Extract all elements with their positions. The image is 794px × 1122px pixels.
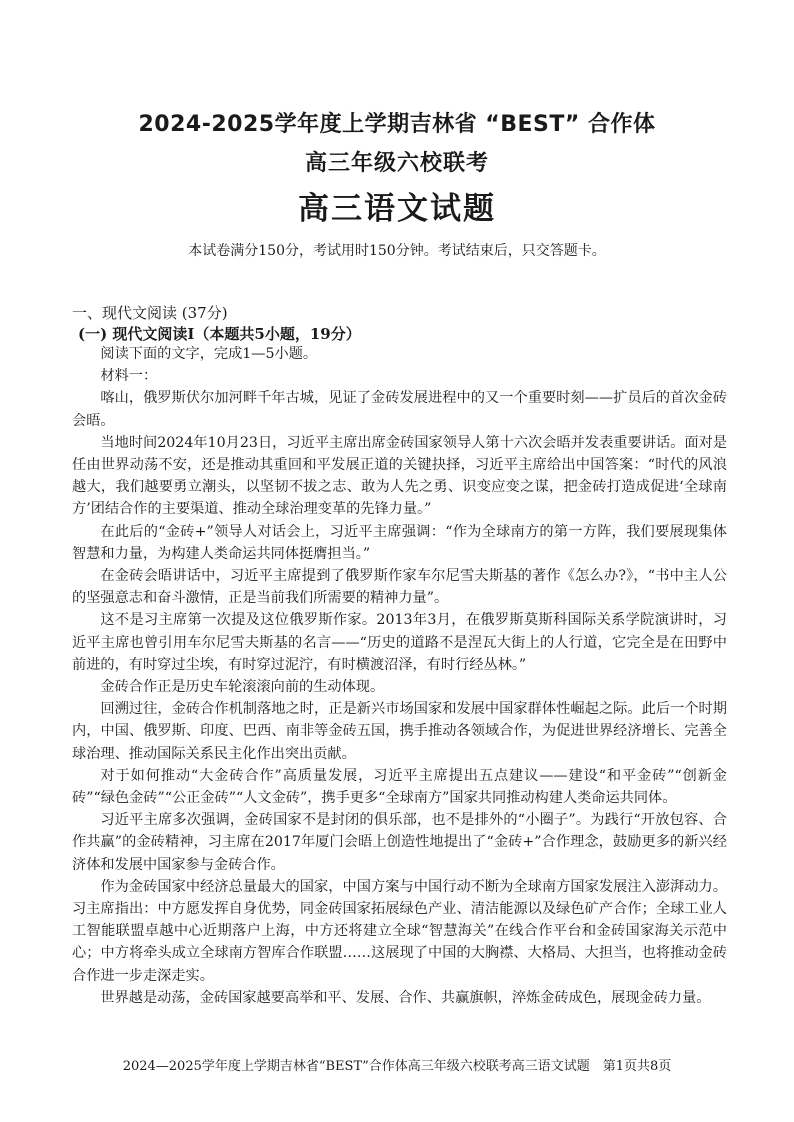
section-heading-part1-sub1: (一) 现代文阅读Ⅰ（本题共5小题，19分） bbox=[78, 325, 361, 343]
exam-title-main: 高三语文试题 bbox=[298, 191, 496, 227]
paragraph-material-label: 材料一： bbox=[100, 368, 158, 385]
reading-passage bbox=[72, 343, 727, 1009]
paragraph: 世界越是动荡，金砖国家越要高举和平、发展、合作、共赢旗帜，淬炼金砖成色，展现金砖力量。 bbox=[100, 989, 711, 1006]
paragraph: 喀山，俄罗斯伏尔加河畔千年古城，见证了金砖发展进程中的又一个重要时刻——扩员后的首次金砖会晤。 bbox=[72, 390, 727, 429]
paragraph: 金砖合作正是历史车轮滚滚向前的生动体现。 bbox=[100, 679, 385, 696]
paragraph: 这不是习主席第一次提及这位俄罗斯作家。2013年3月，在俄罗斯莫斯科国际关系学院演讲时，习近平主席也曾引用车尔尼雪夫斯基的名言——“历史的道路不是涅瓦大街上的人行道，它完全是在田野中前进的，有时穿过尘埃，有时穿过泥泞，有时横渡沼泽，有时行经丛林。” bbox=[72, 612, 727, 673]
paragraph: 对于如何推动“大金砖合作”高质量发展，习近平主席提出五点建议——建设“和平金砖”“创新金砖”“绿色金砖”“公正金砖”“人文金砖”，携手更多“全球南方”国家共同推动构建人类命运共同体。 bbox=[72, 767, 727, 807]
page-footer: 2024—2025学年度上学期吉林省“BEST”合作体高三年级六校联考高三语文试题 第1页共8页 bbox=[122, 1059, 672, 1074]
exam-title-line2: 高三年级六校联考 bbox=[304, 151, 489, 176]
paragraph: 回溯过往，金砖合作机制落地之时，正是新兴市场国家和发展中国家群体性崛起之际。此后一个时期内，中国、俄罗斯、印度、巴西、南非等金砖五国，携手推动各领域合作，为促进世界经济增长、完善全球治理、推动国际关系民主化作出突出贡献。 bbox=[72, 701, 727, 762]
paragraph: 习近平主席多次强调，金砖国家不是封闭的俱乐部，也不是排外的“小圈子”。为践行“开放包容、合作共赢”的金砖精神，习主席在2017年厦门会晤上创造性地提出了“金砖+”合作理念，鼓励更多的新兴经济体和发展中国家参与金砖合作。 bbox=[72, 812, 727, 873]
paragraph: 在此后的“金砖+”领导人对话会上，习近平主席强调：“作为全球南方的第一方阵，我们要展现集体智慧和力量，为构建人类命运共同体挺膺担当。” bbox=[72, 523, 727, 562]
exam-instructions: 本试卷满分150分，考试用时150分钟。考试结束后，只交答题卡。 bbox=[188, 243, 606, 259]
section-heading-part1: 一、现代文阅读 (37分) bbox=[72, 304, 228, 322]
paragraph-directions: 阅读下面的文字，完成1—5小题。 bbox=[100, 346, 318, 362]
paragraph: 在金砖会晤讲话中，习近平主席提到了俄罗斯作家车尔尼雪夫斯基的著作《怎么办?》，“书中主人公的坚强意志和奋斗激情，正是当前我们所需要的精神力量”。 bbox=[72, 568, 727, 607]
exam-title-line1: 2024-2025学年度上学期吉林省 “BEST” 合作体 bbox=[138, 112, 656, 137]
paragraph: 当地时间2024年10月23日，习近平主席出席金砖国家领导人第十六次会晤并发表重要讲话。面对是任由世界动荡不安，还是推动其重回和平发展正道的关键抉择，习近平主席给出中国答案：“时代的风浪越大，我们越要勇立潮头，以坚韧不拔之志、敢为人先之勇、识变应变之谋，把金砖打造成促进‘全球南方’团结合作的主要渠道、推动全球治理变革的先锋力量。” bbox=[72, 434, 727, 518]
paragraph: 作为金砖国家中经济总量最大的国家，中国方案与中国行动不断为全球南方国家发展注入澎湃动力。习主席指出：中方愿发挥自身优势，同金砖国家拓展绿色产业、清洁能源以及绿色矿产合作；全球工业人工智能联盟卓越中心近期落户上海，中方还将建立全球“智慧海关”在线合作平台和金砖国家海关示范中心；中方将牵头成立全球南方智库合作联盟……这展现了中国的大胸襟、大格局、大担当，也将推动金砖合作进一步走深走实。 bbox=[72, 878, 727, 984]
